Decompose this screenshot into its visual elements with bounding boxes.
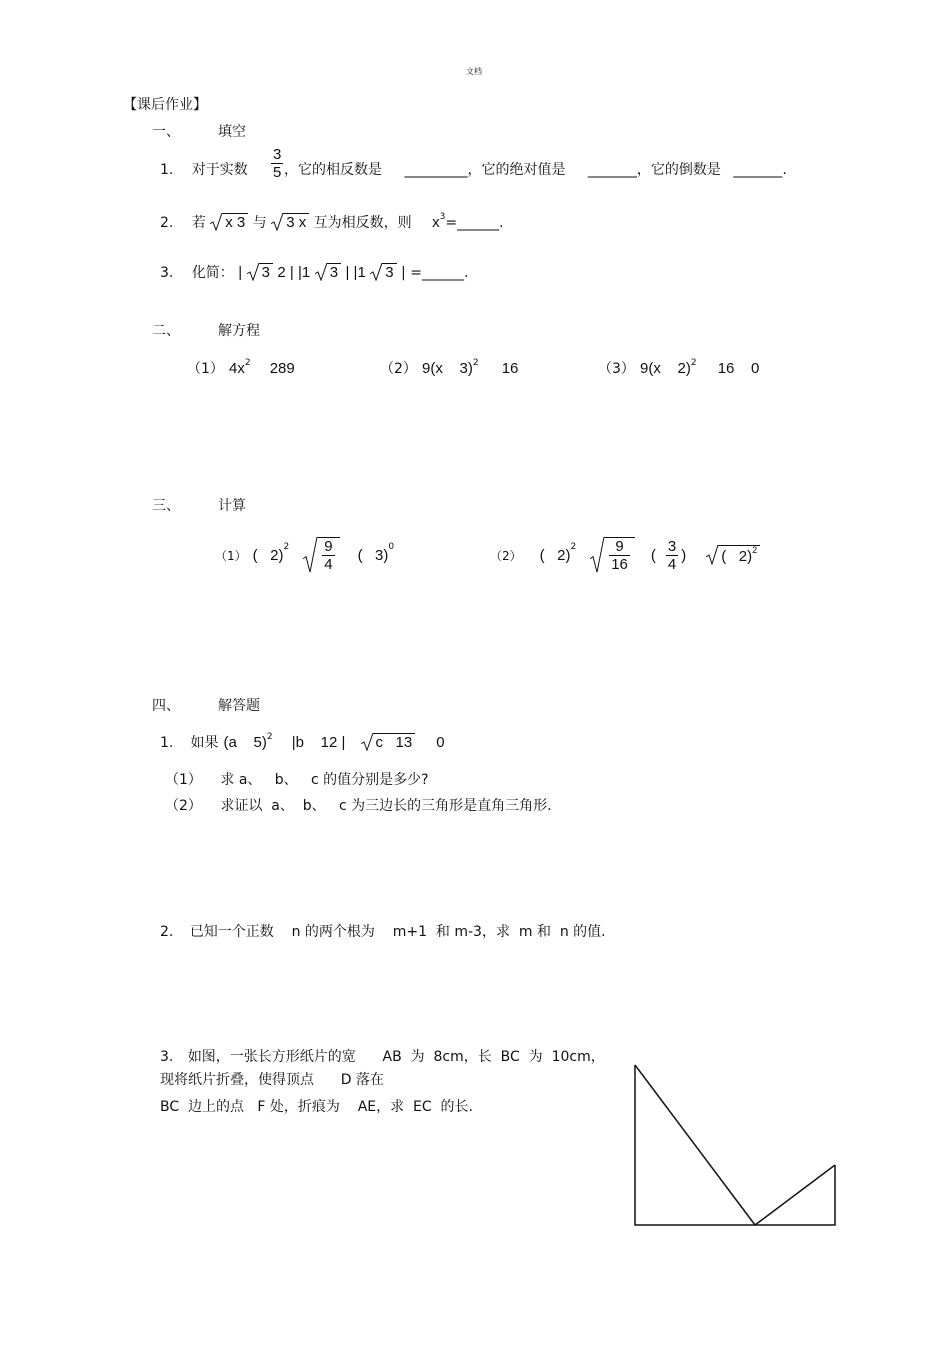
item-label: （1） [215, 548, 247, 563]
radicand: 3 [327, 263, 341, 281]
section-4-number: 四、 [152, 698, 180, 714]
section-1-number: 一、 [152, 124, 180, 140]
exponent: 2 [472, 358, 479, 368]
exponent: 2 [690, 358, 697, 368]
exponent: 2 [266, 732, 273, 742]
answer-blank[interactable]: =______. [445, 215, 504, 231]
item-label: （1） [165, 772, 202, 788]
exponent: 0 [388, 542, 395, 552]
radicand: x 3 [222, 213, 248, 231]
variable-x: x [432, 214, 440, 231]
expression: 16 0 [717, 360, 760, 377]
denominator: 16 [611, 556, 628, 573]
q-text: ，它的倒数是 [636, 162, 721, 178]
fraction-3-4 [666, 538, 678, 573]
q4-1 [160, 732, 445, 752]
q-number: 2. [160, 215, 174, 231]
item-label: （2） [165, 798, 202, 814]
item-label: （2） [490, 548, 522, 563]
q-text: 如图，一张长方形纸片的宽 AB 为 8cm，长 BC 为 10cm， [187, 1049, 605, 1065]
sqrt-fraction-9-4 [303, 537, 339, 573]
q4-2 [160, 921, 606, 941]
fold-line-ae [635, 1065, 755, 1225]
radicand: 3 x [283, 213, 309, 231]
q-number: 2. [160, 924, 174, 940]
q-number: 1. [160, 735, 174, 751]
expression: (a 5) [223, 734, 267, 751]
denominator: 5 [273, 164, 282, 181]
section-2-title: 解方程 [218, 323, 260, 339]
rectangle-outline [635, 1065, 835, 1225]
sqrt-c-13 [361, 733, 416, 751]
radicand: 3 [259, 263, 273, 281]
q-text: ，它的相反数是 [284, 162, 382, 178]
section-3-title: 计算 [218, 498, 246, 514]
q-number: 1. [160, 162, 174, 178]
equation-1 [187, 358, 295, 378]
section-2-number: 二、 [152, 323, 180, 339]
section-4-title: 解答题 [218, 698, 260, 714]
denominator: 4 [667, 555, 677, 573]
expression: | |1 [345, 264, 366, 281]
answer-blank[interactable]: | =______. [401, 265, 469, 281]
homework-title: 【课后作业】 [123, 97, 207, 113]
q1-2 [160, 212, 504, 232]
radicand: c 13 [373, 733, 416, 751]
q4-3-line-3: BC 边上的点 F 处，折痕为 AE，求 EC 的长. [160, 1099, 473, 1115]
numerator: 3 [667, 537, 677, 555]
q-text: 互为相反数，则 [313, 215, 412, 231]
sqrt-neg2-squared [706, 545, 760, 565]
expression: 9(x 3) [422, 360, 473, 377]
q-text: ，它的绝对值是 [467, 162, 566, 178]
expression: ( 3) [357, 546, 389, 564]
q-text: 求 a、 b、 c 的值分别是多少? [220, 772, 429, 788]
q4-1-part-1 [165, 769, 429, 789]
exponent: 3 [439, 212, 446, 222]
q1-3 [160, 262, 468, 282]
exponent: 2 [570, 542, 577, 552]
q-number: 3. [160, 1049, 174, 1065]
abs-bar: | [238, 264, 243, 281]
sqrt-fraction-9-16 [590, 537, 635, 573]
expression: 4x [229, 360, 245, 377]
q-text: 求证以 a、 b、 c 为三边长的三角形是直角三角形. [220, 798, 552, 814]
expression: 9(x 2) [640, 360, 691, 377]
q-text: 已知一个正数 n 的两个根为 m+1 和 m-3，求 m 和 n 的值. [189, 924, 606, 940]
denominator: 4 [324, 556, 333, 573]
radicand: 3 [382, 263, 396, 281]
expression: 2 | |1 [277, 264, 311, 281]
section-1-title: 填空 [218, 124, 246, 140]
answer-blank[interactable]: _________ [404, 162, 468, 178]
q4-3 [160, 1046, 605, 1066]
paren: ) [681, 546, 687, 564]
page-header: 文档 [466, 67, 482, 76]
paren: ( [650, 546, 656, 564]
equation-2 [380, 358, 518, 378]
q-text: 如果 [190, 735, 219, 751]
sqrt-3 [370, 263, 396, 281]
expression: |b 12 | [291, 734, 346, 751]
numerator: 9 [324, 538, 333, 555]
expression: 16 [501, 360, 519, 377]
calc-2 [490, 530, 760, 580]
item-label: （1） [187, 361, 224, 377]
answer-blank[interactable]: _______ [587, 162, 637, 178]
expression: ( 2) [539, 546, 571, 564]
q-text: 化简： [191, 265, 234, 281]
section-3-number: 三、 [152, 498, 180, 514]
item-label: （3） [598, 361, 635, 377]
expression: 289 [269, 360, 295, 377]
q-number: 3. [160, 265, 174, 281]
q1-1 [160, 159, 248, 179]
radicand: ( 2) [721, 548, 753, 565]
sqrt-3 [247, 263, 273, 281]
q-text: 与 [252, 215, 267, 231]
item-label: （2） [380, 361, 417, 377]
exponent: 2 [244, 358, 251, 368]
numerator: 3 [273, 146, 282, 163]
expression: 0 [436, 734, 445, 751]
q-text: 对于实数 [191, 162, 248, 178]
numerator: 9 [615, 538, 624, 555]
q4-3-line-2: 现将纸片折叠，使得顶点 D 落在 [160, 1072, 384, 1088]
q-text: . [782, 162, 787, 178]
exponent: 2 [752, 545, 758, 555]
q1-1-rest [284, 159, 787, 179]
q4-1-part-2 [165, 795, 552, 815]
expression: ( 2) [252, 546, 284, 564]
exponent: 2 [283, 542, 290, 552]
sqrt-x-3 [210, 213, 248, 231]
folded-edge-fe [755, 1165, 835, 1225]
calc-1 [215, 530, 394, 580]
folded-rectangle-figure [630, 1060, 840, 1230]
answer-blank[interactable]: _______ [733, 162, 783, 178]
q-text: 若 [191, 215, 206, 231]
equation-3 [598, 358, 759, 378]
sqrt-3 [315, 263, 341, 281]
sqrt-3-x [271, 213, 309, 231]
